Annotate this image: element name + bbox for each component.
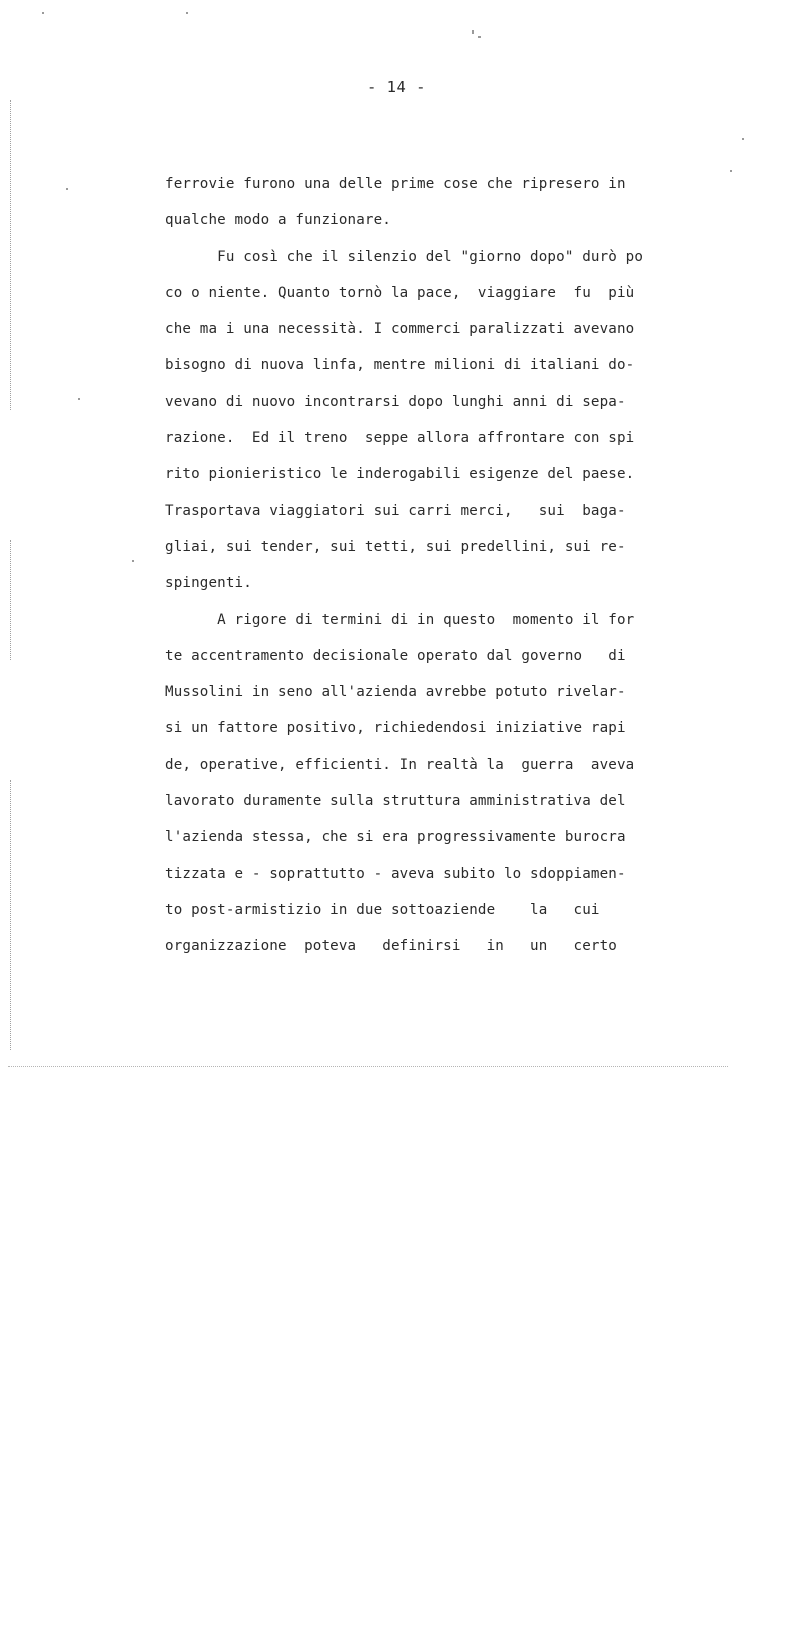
text-line: l'azienda stessa, che si era progressivamente burocra (165, 829, 626, 846)
text-line: organizzazione poteva definirsi in un certo (165, 938, 617, 955)
scan-speck (186, 12, 188, 14)
text-line: che ma i una necessità. I commerci paralizzati avevano (165, 321, 635, 338)
text-line: qualche modo a funzionare. (165, 212, 391, 229)
text-line: Fu così che il silenzio del "giorno dopo" durò po (165, 248, 644, 265)
text-line: rito pionieristico le inderogabili esigenze del paese. (165, 466, 635, 483)
text-line: vevano di nuovo incontrarsi dopo lunghi anni di sepa- (165, 393, 626, 410)
scan-speck (132, 560, 134, 562)
scan-speck (742, 138, 744, 140)
scan-speck (472, 30, 474, 34)
text-line: Trasportava viaggiatori sui carri merci, sui baga- (165, 502, 626, 519)
text-line: co o niente. Quanto tornò la pace, viaggiare fu più (165, 284, 635, 301)
scan-dotted-edge (10, 540, 11, 660)
text-line: lavorato duramente sulla struttura amministrativa del (165, 793, 626, 810)
text-line: to post-armistizio in due sottoaziende la cui (165, 901, 600, 918)
text-line: spingenti. (165, 575, 252, 592)
text-line: ferrovie furono una delle prime cose che ripresero in (165, 176, 626, 192)
text-line: razione. Ed il treno seppe allora affrontare con spi (165, 430, 635, 447)
text-line: gliai, sui tender, sui tetti, sui predellini, sui re- (165, 538, 626, 555)
page-number: - 14 - (367, 78, 426, 96)
scan-speck (478, 36, 481, 38)
scan-speck (66, 188, 68, 190)
text-line: A rigore di termini di in questo momento il for (165, 611, 635, 628)
body-text (165, 166, 685, 965)
scan-speck (42, 12, 44, 14)
text-line: Mussolini in seno all'azienda avrebbe potuto rivelar- (165, 684, 626, 701)
scan-dotted-edge (10, 100, 11, 410)
text-line: si un fattore positivo, richiedendosi iniziative rapi (165, 720, 626, 737)
scan-speck (730, 170, 732, 172)
text-line: te accentramento decisionale operato dal governo di (165, 647, 626, 664)
scan-bottom-edge (8, 1066, 728, 1067)
scan-speck (78, 398, 80, 400)
text-line: tizzata e - soprattutto - aveva subito lo sdoppiamen- (165, 865, 626, 882)
text-line: de, operative, efficienti. In realtà la guerra aveva (165, 756, 635, 773)
scan-dotted-edge (10, 780, 11, 1050)
text-line: bisogno di nuova linfa, mentre milioni di italiani do- (165, 357, 635, 374)
